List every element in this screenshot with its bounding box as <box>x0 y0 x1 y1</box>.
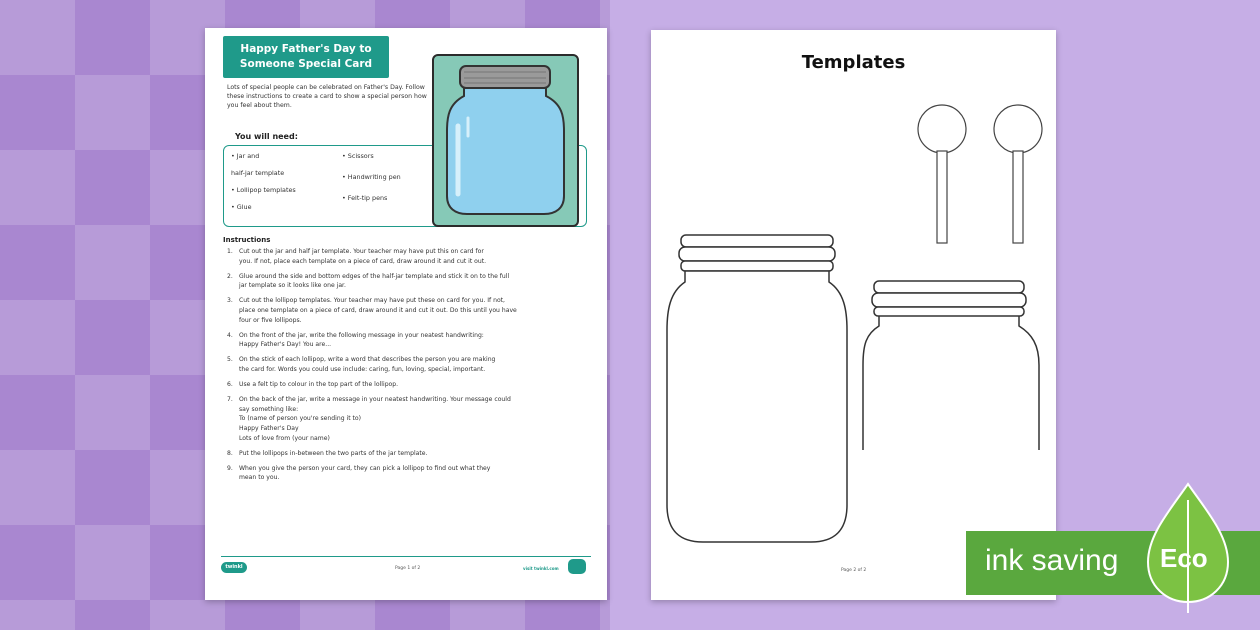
step-text: On the back of the jar, write a message in your neatest handwriting. Your message could say something like: To (name of person you're sending it to) Happy Father's Day Lots of love from (your name) <box>239 396 511 442</box>
footer-url: visit twinkl.com <box>523 566 559 571</box>
you-will-need-heading: You will need: <box>235 132 298 141</box>
card-title-banner <box>223 36 389 78</box>
instructions-page <box>205 28 607 600</box>
need-item: • Handwriting pen <box>342 173 401 181</box>
full-jar-template-icon <box>667 235 847 542</box>
step-text: On the front of the jar, write the following message in your neatest handwriting: Happy Father's Day! You are... <box>239 331 484 349</box>
step-number: 9. <box>227 464 233 472</box>
instructions-heading: Instructions <box>223 236 271 244</box>
step-text: When you give the person your card, they can pick a lollipop to find out what they mean to you. <box>239 464 491 482</box>
instruction-step <box>227 395 589 443</box>
twinkl-badge-icon <box>568 559 586 574</box>
step-number: 8. <box>227 449 233 457</box>
instruction-step <box>227 331 589 350</box>
need-item: • Scissors <box>342 152 374 160</box>
templates-page <box>651 30 1056 600</box>
step-number: 5. <box>227 356 233 364</box>
step-number: 4. <box>227 331 233 339</box>
eco-label: Eco <box>1160 543 1208 573</box>
step-text: Cut out the jar and half jar template. Your teacher may have put this on card for you. If not, place each template on a piece of card, draw around it and cut it out. <box>239 248 487 265</box>
instruction-step <box>227 272 589 291</box>
page-number: Page 2 of 2 <box>841 568 867 573</box>
needs-column-2 <box>342 152 432 211</box>
step-text: On the stick of each lollipop, write a word that describes the person you are making the card for. Words you could use include: caring, fun, loving, special, important. <box>239 356 496 373</box>
step-number: 1. <box>227 248 233 255</box>
title-line-2: Someone Special Card <box>239 58 373 70</box>
need-item: half-jar template <box>231 169 285 177</box>
half-jar-template-icon <box>863 281 1039 450</box>
page-number: Page 1 of 2 <box>395 566 421 571</box>
instruction-step <box>227 464 589 483</box>
templates-drawing <box>651 30 1056 600</box>
step-text: Glue around the side and bottom edges of the half-jar template and stick it on to the full jar template so it looks like one jar. <box>239 272 510 290</box>
templates-title: Templates <box>801 52 906 73</box>
intro-text: Lots of special people can be celebrated on Father's Day. Follow these instructions to create a card to show a special person how you feel about them. <box>227 84 427 109</box>
step-text: Put the lollipops in-between the two parts of the jar template. <box>239 449 428 457</box>
need-item: • Jar and <box>231 152 260 160</box>
mason-jar-icon <box>434 56 577 225</box>
need-item: • Felt-tip pens <box>342 194 388 202</box>
jar-illustration <box>432 54 579 227</box>
need-item: • Glue <box>231 203 252 211</box>
step-number: 7. <box>227 396 233 404</box>
step-text: Cut out the lollipop templates. Your teacher may have put these on card for you. If not, place one template on a piece of card, draw around it and cut it out. Do this until you have four or five lollipops. <box>239 297 517 324</box>
instruction-step <box>227 355 589 374</box>
need-item: • Lollipop templates <box>231 186 296 194</box>
instruction-step <box>227 380 589 390</box>
instruction-step <box>227 296 589 325</box>
instructions-list <box>227 247 589 488</box>
instruction-step <box>227 247 589 266</box>
step-number: 2. <box>227 272 233 280</box>
step-number: 6. <box>227 381 233 389</box>
twinkl-logo: twinkl <box>221 562 247 573</box>
lollipop-template-icon <box>994 105 1042 243</box>
instruction-step <box>227 449 589 459</box>
ink-saving-label: ink saving <box>985 544 1119 577</box>
step-text: Use a felt tip to colour in the top part of the lollipop. <box>239 381 399 389</box>
title-line-1: Happy Father's Day to <box>240 43 372 55</box>
step-number: 3. <box>227 297 233 305</box>
lollipop-template-icon <box>918 105 966 243</box>
needs-column-1 <box>231 152 331 220</box>
footer-divider <box>221 556 591 557</box>
